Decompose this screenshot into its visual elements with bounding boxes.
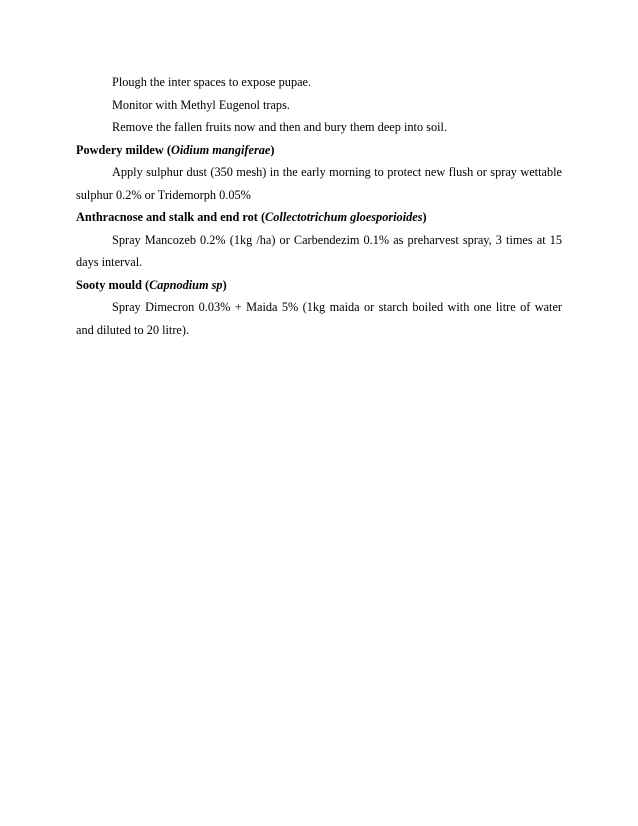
sooty-mould-text: Spray Dimecron 0.03% + Maida 5% (1kg maida or starch boiled with one litre of water and diluted to 20 litre). (76, 300, 562, 337)
remove-fruits-line: Remove the fallen fruits now and then and bury them deep into soil. (112, 120, 448, 134)
anthracnose-heading-suffix: ) (422, 210, 427, 224)
monitor-line: Monitor with Methyl Eugenol traps. (112, 97, 290, 112)
anthracnose-text: Spray Mancozeb 0.2% (1kg /ha) or Carbendezim 0.1% as preharvest spray, 3 times at 15 days interval. (76, 232, 562, 269)
document-page (76, 71, 562, 341)
anthracnose-heading-species: Collectotrichum gloesporioides (265, 210, 423, 224)
powdery-heading-prefix: Powdery mildew ( (76, 142, 171, 157)
sooty-heading-suffix: ) (222, 277, 227, 292)
plough-line: Plough the inter spaces to expose pupae. (112, 75, 312, 89)
powdery-heading-suffix: ) (270, 142, 275, 157)
sooty-heading-prefix: Sooty mould ( (76, 277, 150, 292)
powdery-mildew-text: Apply sulphur dust (350 mesh) in the early morning to protect new flush or spray wettable sulphur 0.2% or Tridemorph 0.05% (76, 165, 562, 202)
powdery-mildew-heading (76, 139, 562, 162)
anthracnose-heading (76, 206, 562, 229)
anthracnose-heading-prefix: Anthracnose and stalk and end rot ( (76, 210, 266, 224)
sooty-heading-species: Capnodium sp (149, 277, 223, 292)
powdery-heading-species: Oidium mangiferae (170, 142, 271, 157)
sooty-mould-heading (76, 274, 562, 297)
